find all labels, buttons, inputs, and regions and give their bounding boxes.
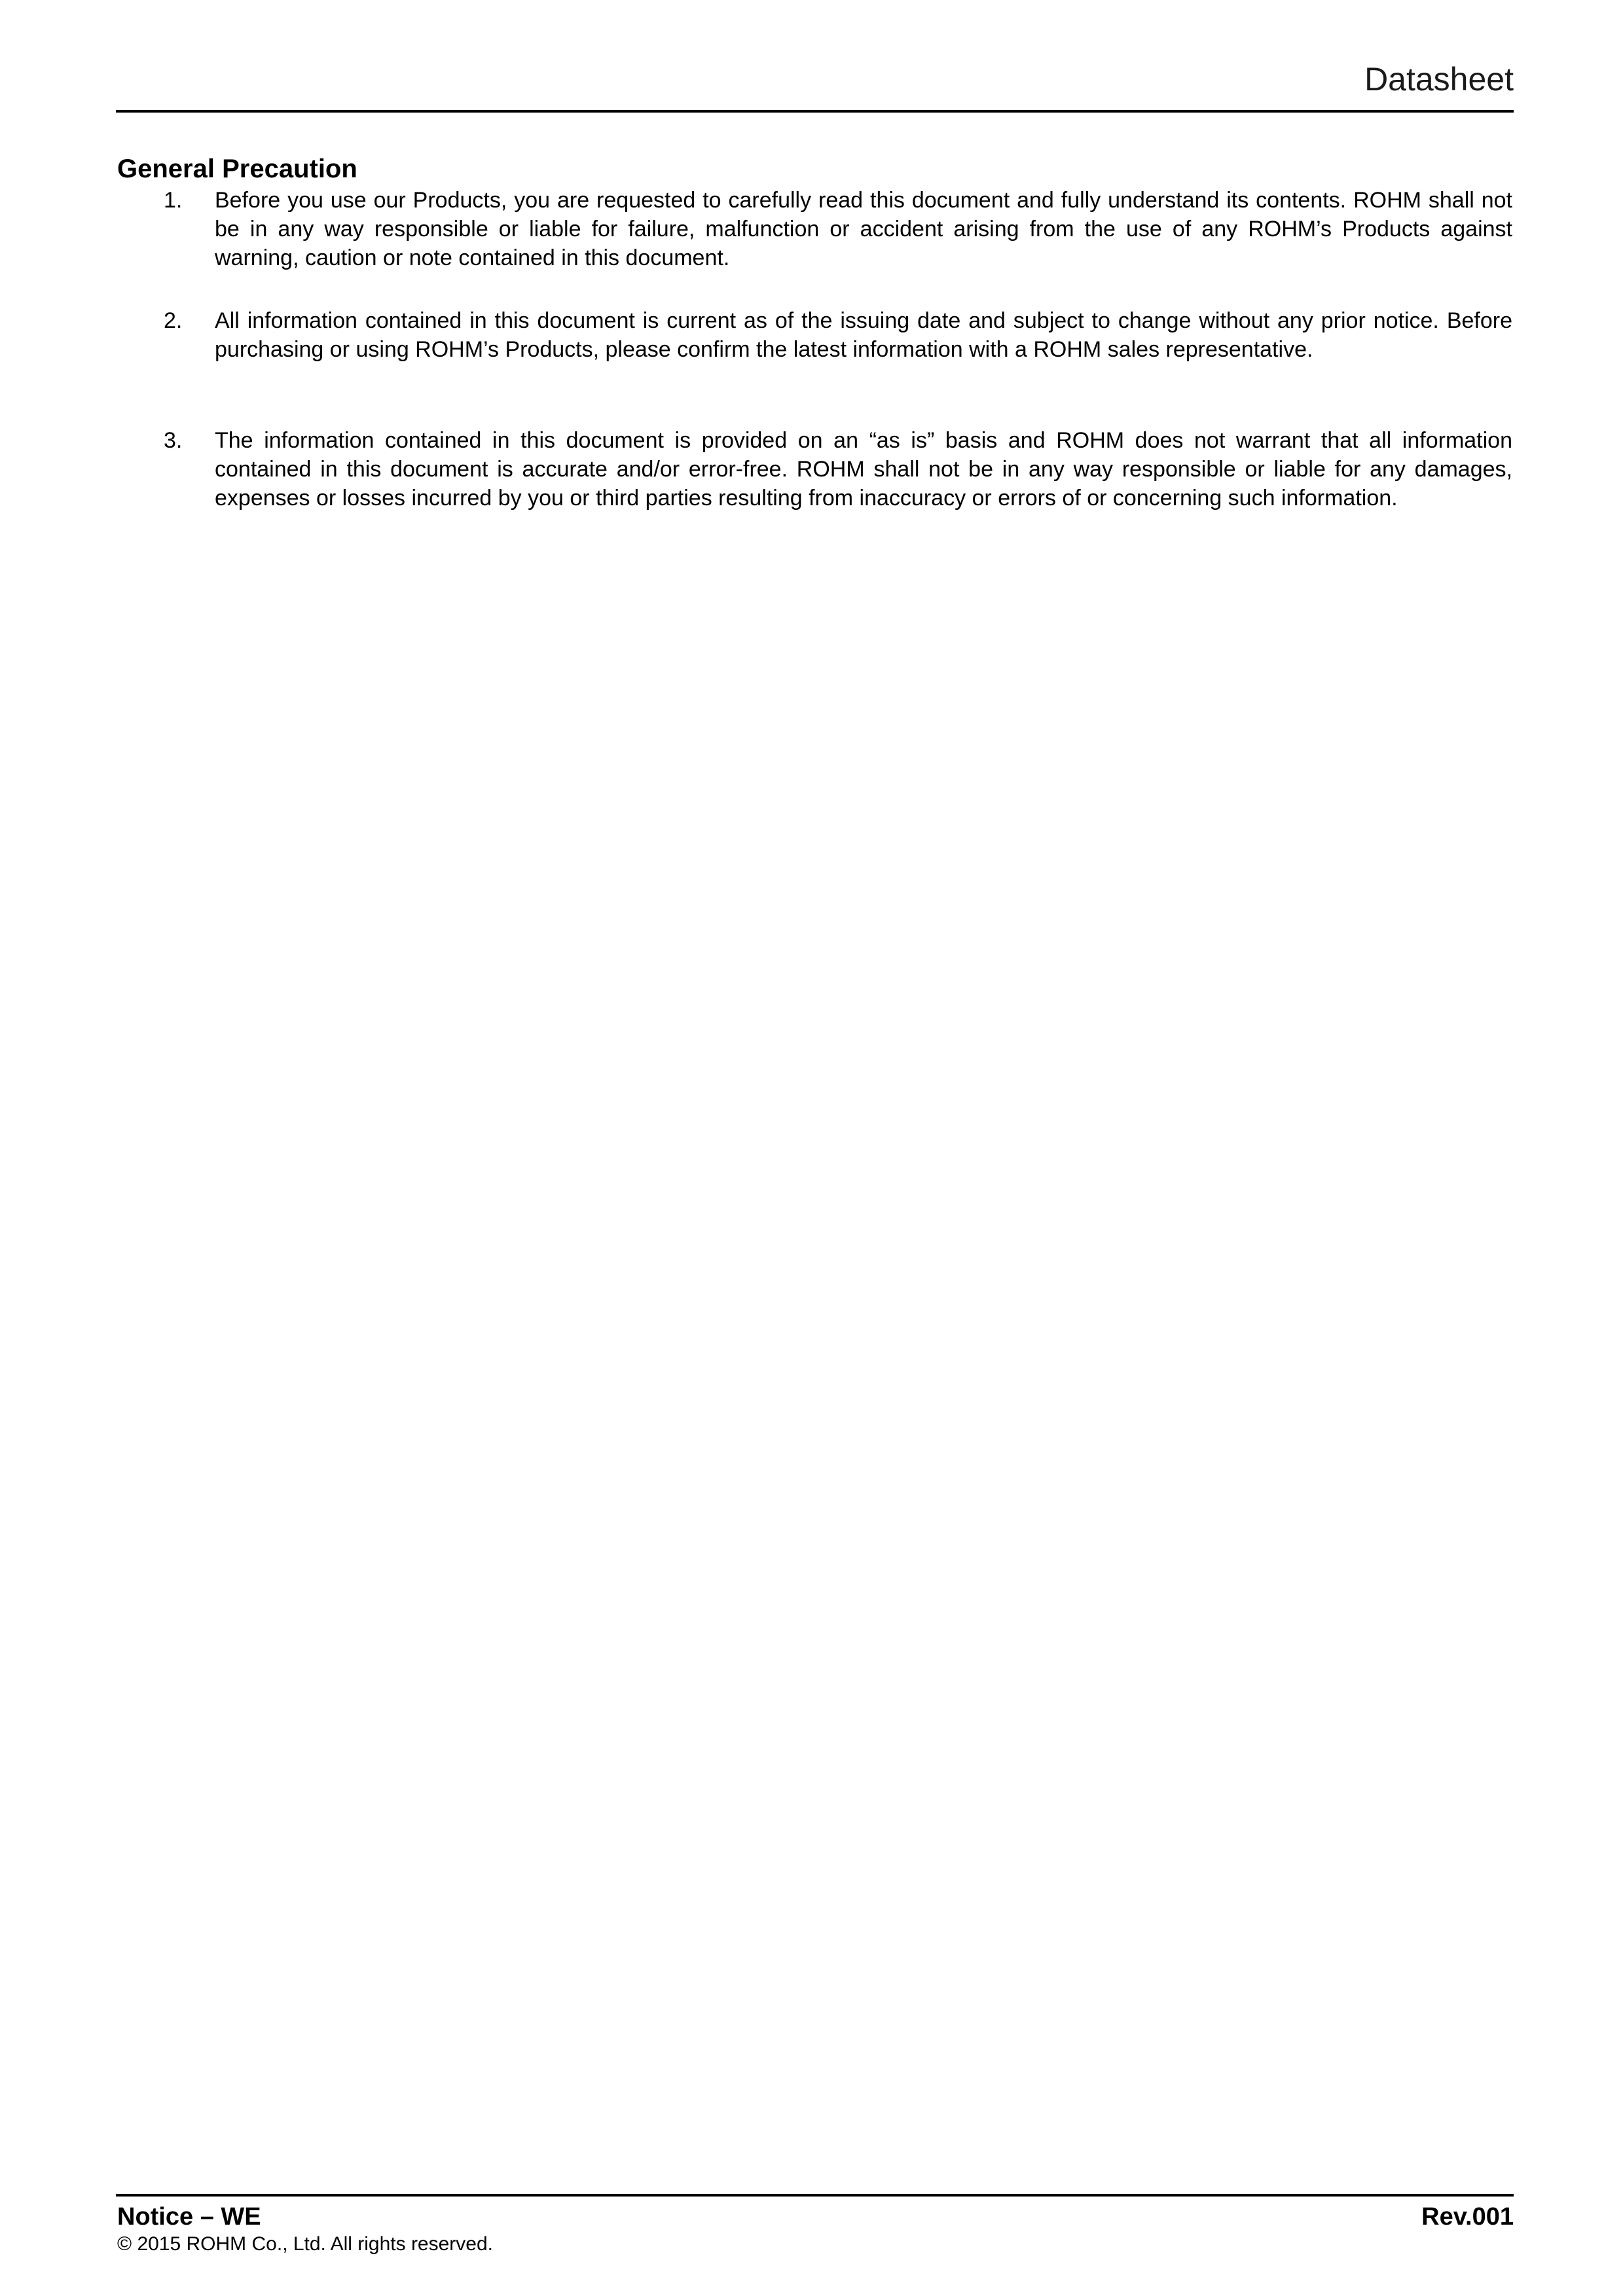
precaution-item: [164, 186, 1512, 272]
precaution-item: [164, 426, 1512, 512]
item-number: 2.: [164, 308, 183, 333]
footer-notice-label: Notice – WE: [117, 2203, 261, 2231]
item-text: All information contained in this document is current as of the issuing date and subject to change without any prior notice. Before purchasing or using ROHM’s Products, please confirm the latest information with a ROHM sales representative.: [215, 308, 1512, 362]
section-heading: General Precaution: [117, 154, 357, 183]
footer-divider: [116, 2194, 1514, 2197]
header-divider: [116, 110, 1514, 113]
document-type-title: Datasheet: [1364, 61, 1514, 98]
footer-revision: Rev.001: [1421, 2203, 1514, 2231]
item-number: 3.: [164, 428, 183, 453]
footer-copyright: © 2015 ROHM Co., Ltd. All rights reserved.: [117, 2233, 493, 2255]
item-number: 1.: [164, 188, 183, 213]
item-text: The information contained in this document is provided on an “as is” basis and ROHM does not warrant that all information contained in this document is accurate and/or error-free. ROHM shall not be in any way responsible or liable for any damages, expenses or losses incurred by you or third parties resulting from inaccuracy or errors of or concerning such information.: [215, 428, 1512, 511]
precaution-item: [164, 306, 1512, 364]
item-text: Before you use our Products, you are requested to carefully read this document and fully understand its contents. ROHM shall not be in any way responsible or liable for failure, malfunction or accident arising from the use of any ROHM’s Products against warning, caution or note contained in this document.: [215, 188, 1512, 270]
